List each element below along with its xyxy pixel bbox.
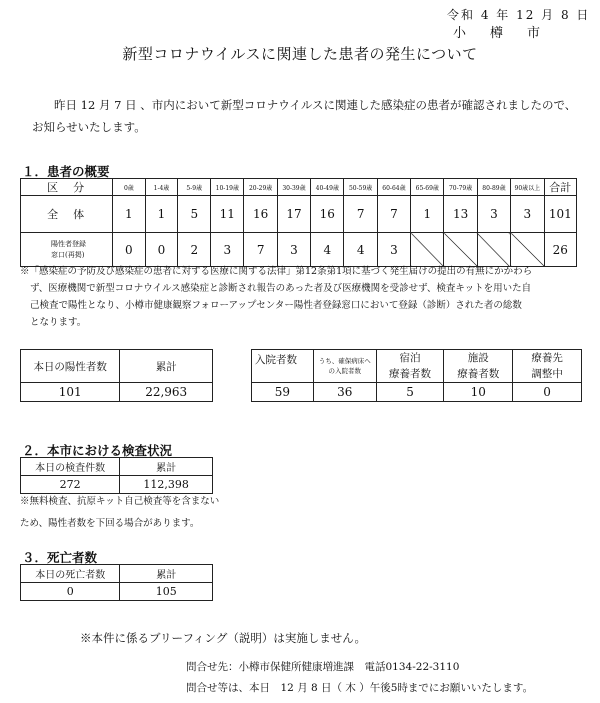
briefing-note: ※本件に係るブリーフィング（説明）は実施しません。 [80,631,367,645]
hotel-label-line: 宿泊 [399,352,421,364]
positives-cumulative-label: 累計 [120,350,213,383]
center-row-label-line: 陽性者登録 [51,239,86,248]
center-cell: 0 [113,233,145,267]
total-row [21,196,577,233]
age-header-cell: 70-79歳 [444,179,477,196]
total-cell: 5 [178,196,211,233]
facility-label-line: 療養者数 [457,368,500,380]
facility-label-line: 施設 [467,352,489,364]
age-header-cell: 1-4歳 [145,179,178,196]
issuer-name: 小樽市 [453,26,565,41]
total-cell: 1 [113,196,145,233]
total-cell: 16 [244,196,277,233]
confirmed-bed-value: 36 [313,383,376,402]
confirmed-bed-label-line: うち、確保病床へ [318,357,371,365]
confirmed-bed-label-line: の入院者数 [328,367,361,375]
center-cell: 7 [244,233,277,267]
positives-today-value: 101 [21,383,120,402]
hospitalized-value: 59 [252,383,314,402]
contact-info: 問合せ先：小樽市保健所健康増進課 電話0134-22-3110 [186,661,460,673]
diagonal-empty-cell [511,233,544,267]
center-cell: 3 [377,233,410,267]
age-header-cell: 80-89歳 [477,179,510,196]
deaths-cumulative-value: 105 [120,583,213,601]
age-header-cell: 65-69歳 [411,179,444,196]
age-header-cell: 60-64歳 [377,179,410,196]
patient-summary-table [20,178,577,267]
hotel-value: 5 [376,383,444,402]
hospitalized-label: 入院者数 [252,350,314,383]
section3-heading: ３．死亡者数 [22,550,98,565]
facility-value: 10 [444,383,513,402]
total-cell: 17 [277,196,310,233]
age-header-cell: 40-49歳 [311,179,344,196]
diagonal-empty-cell [444,233,477,267]
total-cell: 7 [377,196,410,233]
age-header-cell: 90歳以上 [511,179,544,196]
tests-today-value: 272 [21,476,120,494]
center-row [21,233,577,267]
total-row-label: 全 体 [21,196,113,233]
tests-today-label: 本日の検査件数 [21,458,120,476]
adjusting-label-line: 療養先 [531,352,563,364]
age-header-cell: 10-19歳 [211,179,244,196]
center-cell: 2 [178,233,211,267]
center-row-label [21,233,113,267]
section2-note [20,491,219,535]
hotel-label [376,350,444,383]
document-date: 令和 4 年 12 月 8 日 [447,8,591,22]
total-header: 合計 [544,179,576,196]
age-header-cell: 30-39歳 [277,179,310,196]
center-sum-cell: 26 [544,233,576,267]
note-line: となります。 [30,317,87,328]
document-title: 新型コロナウイルスに関連した患者の発生について [122,45,478,63]
positives-cumulative-value: 22,963 [120,383,213,402]
total-sum-cell: 101 [544,196,576,233]
tests-cumulative-value: 112,398 [120,476,213,494]
total-cell: 7 [344,196,377,233]
treatment-status-table [251,349,582,402]
note-line: 己検査で陽性となり、小樽市健康観察フォローアップセンター陽性者登録窓口において登録（診断）された者の総数 [30,300,522,311]
age-header-cell: 50-59歳 [344,179,377,196]
note-line: ※無料検査、抗原キット自己検査等を含まない [20,496,220,507]
note-line: ため、陽性者数を下回る場合があります。 [20,518,200,529]
age-header-cell: 0歳 [113,179,145,196]
age-header-row [21,179,577,196]
intro-paragraph: 昨日 12 月 7 日 、市内において新型コロナウイルスに関連した感染症の患者が確認されましたので、お知らせいたします。 [32,98,577,134]
total-cell: 3 [511,196,544,233]
center-cell: 4 [344,233,377,267]
total-cell: 1 [145,196,178,233]
age-header-cell: 5-9歳 [178,179,211,196]
deaths-today-value: 0 [21,583,120,601]
section1-heading: １．患者の概要 [22,164,110,179]
section2-heading: ２．本市における検査状況 [22,443,173,458]
total-cell: 13 [444,196,477,233]
note-line: ず、医療機関で新型コロナウイルス感染症と診断され報告のあった者及び医療機関を受診せず、検査キットを用いた自 [30,283,532,294]
total-cell: 1 [411,196,444,233]
center-cell: 0 [145,233,178,267]
note-line: ※「感染症の予防及び感染症の患者に対する医療に関する法律」第12条第1項に基づく発生届けの提出の有無にかかわら [20,266,533,277]
positives-today-label: 本日の陽性者数 [21,350,120,383]
center-row-label-line: 窓口(再掲) [51,250,85,259]
category-header: 区 分 [21,179,113,196]
total-cell: 16 [311,196,344,233]
section1-note [20,263,585,331]
adjusting-label-line: 調整中 [531,368,563,380]
deaths-cumulative-label: 累計 [120,565,213,583]
age-header-cell: 20-29歳 [244,179,277,196]
hotel-label-line: 療養者数 [389,368,432,380]
total-cell: 3 [477,196,510,233]
contact-deadline: 問合せ等は、本日 12 月 8 日（ 木 ）午後5時までにお願いいたします。 [186,682,534,694]
deaths-table [20,564,213,601]
diagonal-empty-cell [411,233,444,267]
center-cell: 3 [277,233,310,267]
diagonal-empty-cell [477,233,510,267]
adjusting-label [513,350,582,383]
tests-cumulative-label: 累計 [120,458,213,476]
confirmed-bed-label [313,350,376,383]
center-cell: 3 [211,233,244,267]
adjusting-value: 0 [513,383,582,402]
total-cell: 11 [211,196,244,233]
facility-label [444,350,513,383]
deaths-today-label: 本日の死亡者数 [21,565,120,583]
testing-table [20,457,213,494]
positives-table [20,349,213,402]
center-cell: 4 [311,233,344,267]
